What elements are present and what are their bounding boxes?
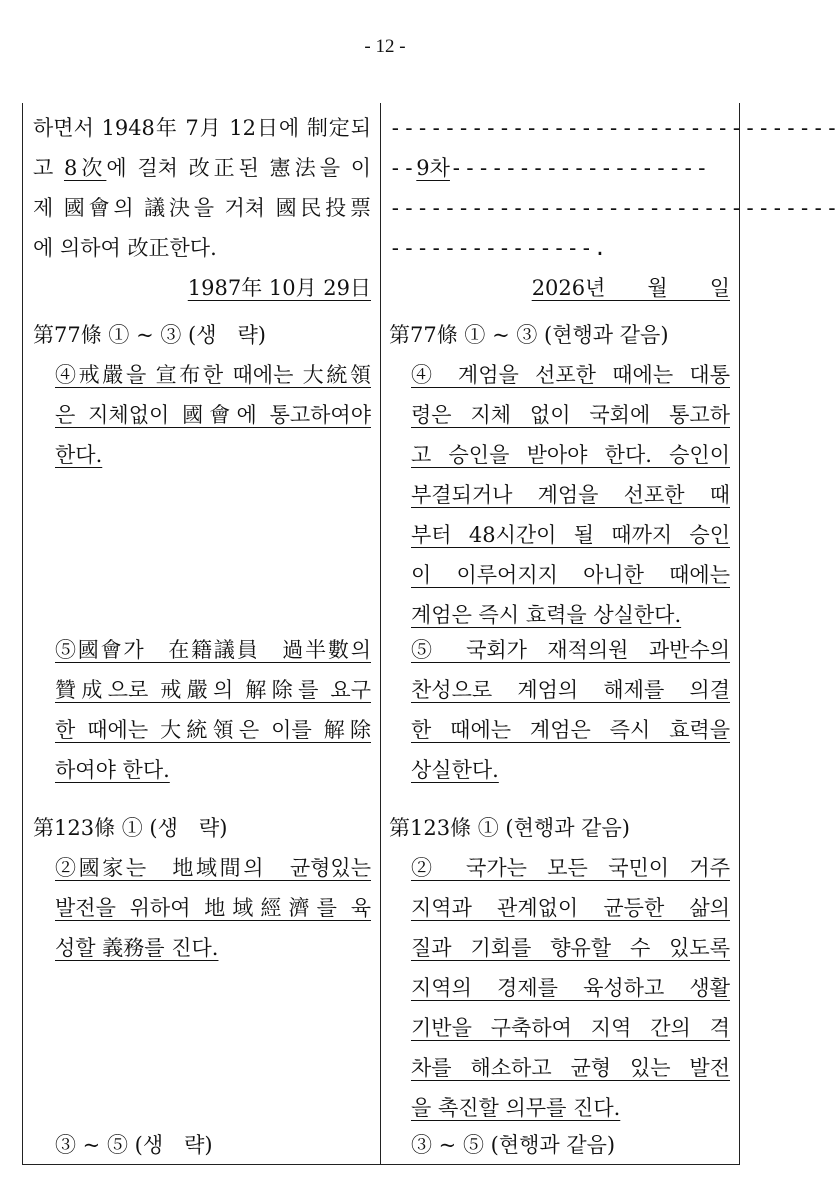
text-line: 찬성으로 계엄의 해제를 의결 [411, 678, 730, 702]
article-77-heading: 第77條 ① ~ ③ (현행과 같음) [389, 323, 669, 347]
amendment-count-current: 8次 [63, 156, 107, 180]
text-line: 하면서 1948年 7月 12日에 制定되 [33, 116, 371, 140]
text-line: 한 때에는 계엄은 즉시 효력을 [411, 718, 730, 742]
text-line: 고 8次에 걸쳐 改正된 憲法을 이 [33, 156, 371, 180]
text-line: 贊成으로 戒嚴의 解除를 요구 [55, 678, 371, 702]
text-line: 계엄은 즉시 효력을 상실한다. [411, 603, 682, 627]
page-number: - 12 - [364, 36, 406, 57]
text-line: 지역의 경제를 육성하고 생활 [411, 976, 730, 1000]
text-line: 에 의하여 改正한다. [33, 236, 217, 260]
text-line: 기반을 구축하여 지역 간의 격 [411, 1016, 730, 1040]
text-line: 제 國會의 議決을 거쳐 國民投票 [33, 196, 371, 220]
text-line: 차를 해소하고 균형 있는 발전 [411, 1056, 730, 1080]
text-line: 한다. [55, 443, 103, 467]
text-line: 부터 48시간이 될 때까지 승인 [411, 523, 730, 547]
article-77-heading: 第77條 ① ~ ③ (생 략) [33, 323, 266, 347]
text-line: 부결되거나 계엄을 선포한 때 [411, 483, 730, 507]
omitted-text-dashes: --9차------------------- [389, 156, 710, 180]
text-line: ③ ~ ⑤ (생 략) [55, 1133, 213, 1157]
amendment-count-new: 9차 [416, 156, 450, 180]
promulgation-date-new: 2026년 월 일 [531, 276, 730, 300]
article-123-heading: 第123條 ① (생 략) [33, 816, 228, 840]
text-line: ④ 계엄을 선포한 때에는 대통 [411, 363, 730, 387]
article-123-heading: 第123條 ① (현행과 같음) [389, 816, 630, 840]
omitted-text-dashes: --------------------------------- [389, 116, 839, 140]
text-line: ③ ~ ⑤ (현행과 같음) [411, 1133, 616, 1157]
text-line: 질과 기회를 향유할 수 있도록 [411, 936, 730, 960]
text-line: 하여야 한다. [55, 758, 170, 782]
text-line: ②國家는 地域間의 균형있는 [55, 856, 371, 880]
text-line: ④戒嚴을 宣布한 때에는 大統領 [55, 363, 371, 387]
text-line: 상실한다. [411, 758, 499, 782]
promulgation-date-current: 1987年 10月 29日 [187, 276, 371, 300]
text-line: 성할 義務를 진다. [55, 936, 219, 960]
text-line: ② 국가는 모든 국민이 거주 [411, 856, 730, 880]
text-line: 고 승인을 받아야 한다. 승인이 [411, 443, 730, 467]
text-line: 을 촉진할 의무를 진다. [411, 1096, 621, 1120]
text-line: ⑤國會가 在籍議員 過半數의 [55, 638, 371, 662]
comparison-table [22, 103, 839, 1165]
omitted-text-dashes: --------------------------------- [389, 196, 839, 220]
text-line: 령은 지체 없이 국회에 통고하 [411, 403, 730, 427]
text-line: 한 때에는 大統領은 이를 解除 [55, 718, 371, 742]
text-line: 은 지체없이 國會에 통고하여야 [55, 403, 371, 427]
text-line: 이 이루어지지 아니한 때에는 [411, 563, 730, 587]
omitted-text-dashes: ---------------. [389, 236, 608, 260]
column-divider [380, 103, 381, 1164]
text-line: 지역과 관계없이 균등한 삶의 [411, 896, 730, 920]
text-line: ⑤ 국회가 재적의원 과반수의 [411, 638, 730, 662]
text-line: 발전을 위하여 地域經濟를 육 [55, 896, 371, 920]
